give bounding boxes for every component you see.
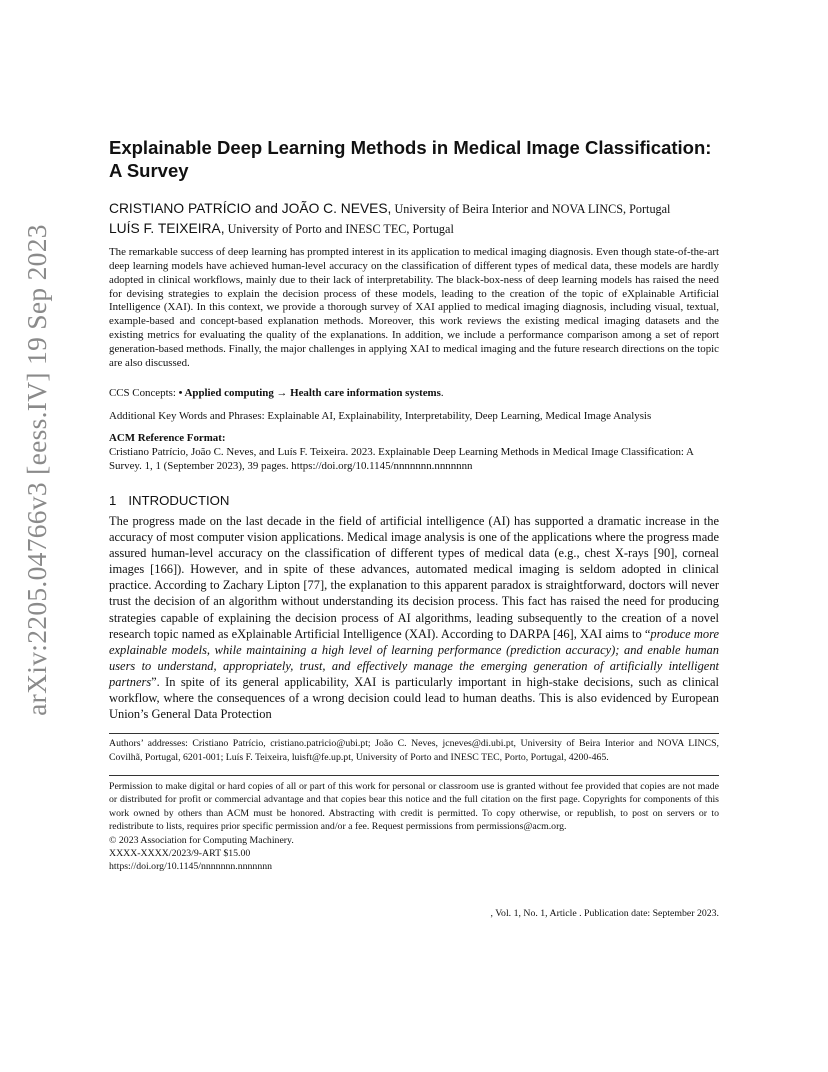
price-line: XXXX-XXXX/2023/9-ART $15.00 bbox=[109, 848, 251, 860]
author-affiliation-1: University of Beira Interior and NOVA LINCS, Portugal bbox=[391, 202, 671, 216]
ccs-concept: Applied computing → Health care information systems bbox=[184, 387, 441, 399]
author-names-1: CRISTIANO PATRÍCIO and JOÃO C. NEVES, bbox=[109, 201, 392, 216]
arxiv-sidebar-stamp bbox=[14, 224, 60, 716]
abstract: The remarkable success of deep learning has prompted interest in its application to medical imaging diagnosis. Even though state-of-the-art deep learning models have achieved human-level accuracy on the classification of different types of medical data, these models are hardly adopted in clinical workflows, mainly due to their lack of interpretability. The black-box-ness of deep learning models has raised the need for devising strategies to explain the decision process of these models, leading to the creation of the topic of eXplainable Artificial Intelligence (XAI). In this context, we provide a thorough survey of XAI applied to medical imaging diagnosis, including visual, textual, example-based and concept-based explanation methods. Moreover, this work reviews the existing medical imaging datasets and the existing metrics for evaluating the quality of the explanations. In addition, we include a performance comparison among a set of report generation-based methods. Finally, the major challenges in applying XAI to medical imaging and the future research directions on the topic are also discussed. bbox=[109, 246, 719, 369]
ccs-label: CCS Concepts: bbox=[109, 387, 179, 399]
ccs-end: . bbox=[440, 387, 444, 399]
permission-text: Permission to make digital or hard copies of all or part of this work for personal or classroom use is granted without fee provided that copies are not made or distributed for profit or commercial advantage and that copies bear this notice and the full citation on the first page. Copyrights for components of this work owned by others than ACM must be honored. Abstracting with credit is permitted. To copy otherwise, or republish, to post on servers or to redistribute to lists, requires prior specific permission and/or a fee. Request permissions from permissions@acm.org. bbox=[109, 781, 719, 833]
footnote-rule bbox=[109, 733, 719, 734]
copyright-line: © 2023 Association for Computing Machinery. bbox=[109, 834, 294, 846]
darpa-quote: produce more explainable models, while maintaining a high level of learning performance (prediction accuracy); and enable human users to understand, appropriately, trust, and effectively manage the emerging generation of artificially intelligent partners bbox=[109, 626, 719, 689]
ccs-concepts bbox=[109, 386, 719, 400]
section-heading bbox=[109, 492, 719, 509]
author-block bbox=[109, 199, 719, 239]
intro-text-2: ”. In spite of its general applicability, XAI is particularly important in high-stake decisions, such as clinical workflow, where the consequences of a wrong decision could lead to human deaths. This is also evidenced by European Union’s General Data Protection bbox=[109, 674, 719, 722]
author-names-2: LUÍS F. TEIXEIRA, bbox=[109, 221, 225, 236]
authors-addresses-footnote: Authors’ addresses: Cristiano Patrício, cristiano.patricio@ubi.pt; João C. Neves, jcneves@di.ubi.pt, University of Beira Interior and NOVA LINCS, Covilhã, Portugal, 6201-001; Luís F. Teixeira, luisft@fe.up.pt, University of Porto and INESC TEC, Porto, Portugal, 4200-465. bbox=[109, 738, 719, 763]
acm-reference-header: ACM Reference Format: bbox=[109, 432, 226, 444]
section-number: 1 bbox=[109, 493, 117, 508]
intro-text-1: The progress made on the last decade in the field of artificial intelligence (AI) has supported a dramatic increase in the accuracy of most computer vision applications. Medical image analysis is one of the applications where the progress made assured human-level accuracy on the classification of different types of medical data (e.g., chest X-rays [90], corneal images [166]). However, and in spite of these advances, automated medical imaging is seldom adopted in clinical practice. According to Zachary Lipton [77], the explanation to this apparent paradox is straightforward, doctors will never trust the decision of an algorithm without understanding its decision process. This fact has raised the need for producing strategies capable of explaining the decision process of AI algorithms, leading subsequently to the creation of a novel research topic named as eXplainable Artificial Intelligence (XAI). According to DARPA [46], XAI aims to “ bbox=[109, 514, 719, 641]
arxiv-identifier: arXiv:2205.04766v3 [eess.IV] 19 Sep 2023 bbox=[21, 224, 52, 716]
section-title: INTRODUCTION bbox=[128, 493, 230, 508]
acm-reference-format bbox=[109, 432, 719, 474]
permission-block bbox=[109, 780, 719, 874]
introduction-paragraph bbox=[109, 513, 719, 722]
author-line-2 bbox=[109, 219, 719, 239]
ccs-bullet: • bbox=[178, 387, 185, 399]
doi-line: https://doi.org/10.1145/nnnnnnn.nnnnnnn bbox=[109, 861, 273, 873]
permission-rule bbox=[109, 775, 719, 776]
author-affiliation-2: University of Porto and INESC TEC, Portugal bbox=[224, 222, 454, 236]
paper-title: Explainable Deep Learning Methods in Medical Image Classification: A Survey bbox=[109, 137, 712, 181]
acm-reference-text: Cristiano Patrício, João C. Neves, and Luís F. Teixeira. 2023. Explainable Deep Learning Methods in Medical Image Classification: A Survey. 1, 1 (September 2023), 39 pages. https://doi.org/10.1145/nnnnnnn.nnnnnnn bbox=[109, 445, 694, 472]
page-footer: , Vol. 1, No. 1, Article . Publication date: September 2023. bbox=[490, 908, 719, 919]
author-line-1 bbox=[109, 199, 719, 219]
keywords: Additional Key Words and Phrases: Explainable AI, Explainability, Interpretability, Deep Learning, Medical Image Analysis bbox=[109, 410, 652, 422]
